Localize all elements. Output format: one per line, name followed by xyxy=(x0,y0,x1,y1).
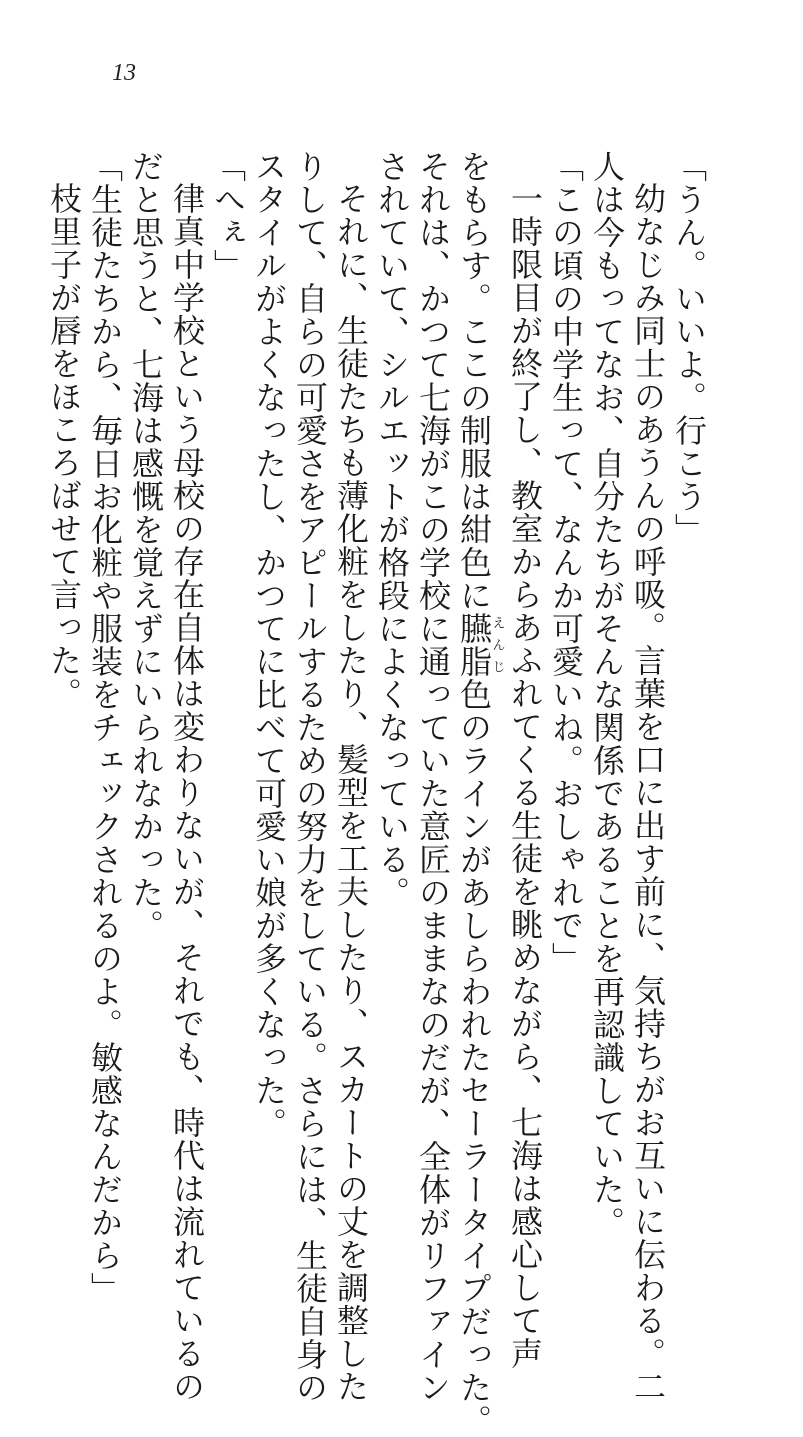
text-line: 「生徒たちから、毎日お化粧や服装をチェックされるのよ。敏感なんだから」 xyxy=(86,150,124,1305)
text-line: 律真中学校という母校の存在自体は変わりないが、それでも、時代は流れているの xyxy=(168,182,206,1403)
text-line: それは、かつて七海がこの学校に通っていた意匠のままなのだが、全体がリファイン xyxy=(414,150,452,1404)
text-line: 枝里子が唇をほころばせて言った。 xyxy=(45,182,83,710)
text-line: されていて、シルエットが格段によくなっている。 xyxy=(373,150,411,909)
text-line: 一時限目が終了し、教室からあふれてくる生徒を眺めながら、七海は感心して声 xyxy=(506,182,544,1370)
text-line: スタイルがよくなったし、かつてに比べて可愛い娘が多くなった。 xyxy=(250,150,288,1140)
page-number: 13 xyxy=(112,60,136,86)
text-line: 幼なじみ同士のあうんの呼吸。言葉を口に出す前に、気持ちがお互いに伝わる。二 xyxy=(629,182,667,1403)
novel-text-block xyxy=(43,150,709,1437)
text-line: それに、生徒たちも薄化粧をしたり、髪型を工夫したり、スカートの丈を調整した xyxy=(332,182,370,1403)
text-line: だと思うと、七海は感慨を覚えずにいられなかった。 xyxy=(127,150,165,942)
text-line: 人は今もってなお、自分たちがそんな関係であることを再認識していた。 xyxy=(588,150,626,1239)
text-line-with-ruby xyxy=(453,150,505,1437)
text-line: 「この頃の中学生って、なんか可愛いね。おしゃれで」 xyxy=(547,150,585,975)
text-segment: をもらす。ここの制服は紺色に xyxy=(455,150,493,612)
text-line: りして、自らの可愛さをアピールするための努力をしている。さらには、生徒自身の xyxy=(291,150,329,1404)
ruby-word: 臙脂えんじ xyxy=(455,612,505,678)
ruby-reading: えんじ xyxy=(489,612,505,678)
text-segment: 色のラインがあしらわれたセーラータイプだった。 xyxy=(455,678,493,1437)
text-line: 「うん。いいよ。行こう」 xyxy=(670,150,708,546)
text-line: 「へぇ」 xyxy=(209,150,247,282)
